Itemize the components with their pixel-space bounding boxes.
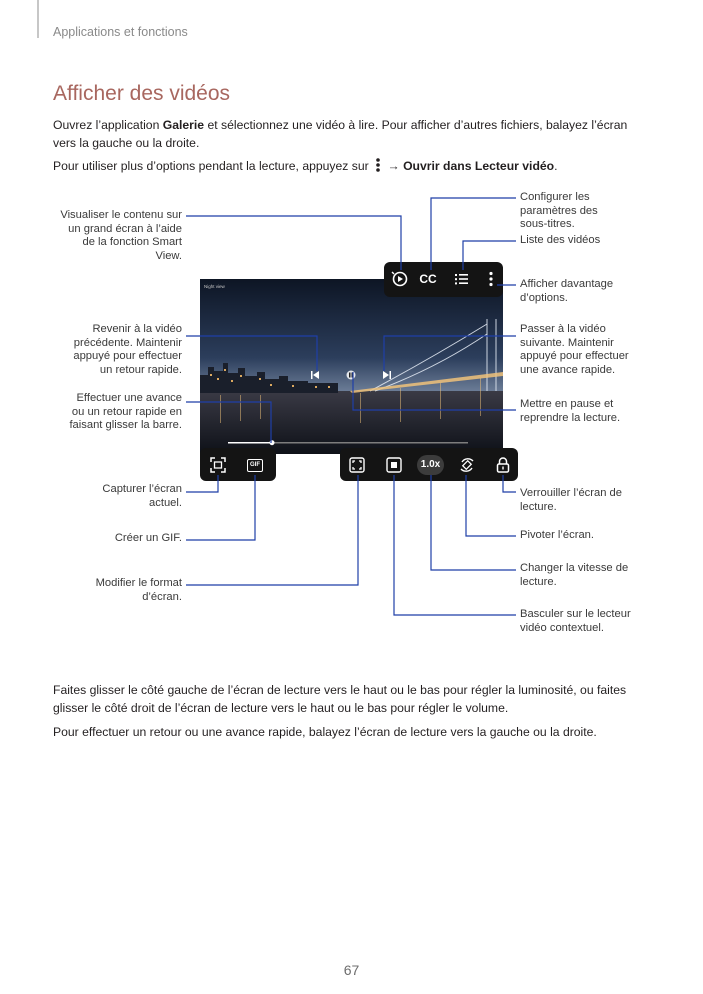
pause-button[interactable] [347, 371, 356, 380]
gif-label: GIF [247, 459, 263, 472]
page-title: Afficher des vidéos [53, 82, 231, 105]
open-in-video-player: Ouvrir dans Lecteur vidéo [403, 159, 555, 173]
margin-rule [37, 0, 39, 38]
city-night-image [200, 279, 503, 454]
more-options-icon[interactable] [480, 268, 502, 290]
section-header: Applications et fonctions [53, 25, 188, 39]
callout-speed: Changer la vitesse de lecture. [520, 562, 629, 588]
lock-icon[interactable] [492, 454, 514, 476]
video-player-screen[interactable] [200, 279, 503, 454]
popup-player-icon[interactable] [383, 454, 405, 476]
callout-smart-view: Visualiser le contenu sur un grand écran à l’aide de la fonction Smart View. [60, 209, 182, 262]
callout-popup: Basculer sur le lecteur vidéo contextuel. [520, 608, 631, 634]
callout-previous: Revenir à la vidéo précédente. Maintenir appuyé pour effectuer un retour rapide. [73, 323, 182, 376]
gallery-app-name: Galerie [162, 118, 205, 132]
callout-subtitles: Configurer les paramètres des sous-titres. [520, 191, 598, 230]
callout-lock: Verrouiller l’écran de lecture. [520, 487, 622, 513]
smart-view-icon[interactable] [389, 268, 411, 290]
callout-capture: Capturer l’écran actuel. [102, 483, 182, 509]
callout-more-options: Afficher davantage d’options. [520, 278, 614, 304]
intro-paragraph-1: Ouvrez l’application Galerie et sélectionnez une vidéo à lire. Pour afficher d’autres fichiers, balayez l’écran vers la gauche ou la droite. [53, 118, 628, 150]
seek-gesture-paragraph: Pour effectuer un retour ou une avance rapide, balayez l’écran de lecture vers la gauche ou la droite. [53, 725, 597, 739]
callout-rotate: Pivoter l’écran. [520, 529, 594, 541]
callout-next: Passer à la vidéo suivante. Maintenir appuyé pour effectuer une avance rapide. [520, 323, 629, 376]
more-options-icon [375, 158, 381, 172]
gesture-paragraph: Faites glisser le côté gauche de l’écran de lecture vers le haut ou le bas pour régler la luminosité, ou faites glisser le côté droit de l’écran de lecture vers le haut ou le bas pour régler le volume. [53, 683, 627, 715]
seek-bar-progress [228, 442, 272, 444]
callout-pause: Mettre en pause et reprendre la lecture. [520, 398, 621, 424]
callout-gif: Créer un GIF. [114, 532, 182, 544]
clip-title: Night view [204, 284, 225, 289]
aspect-ratio-icon[interactable] [346, 454, 368, 476]
screen-capture-icon[interactable] [207, 454, 229, 476]
seek-bar-handle[interactable] [270, 440, 275, 445]
gif-button[interactable] [244, 454, 266, 476]
intro-paragraph-2: Pour utiliser plus d’options pendant la lecture, appuyez sur → Ouvrir dans Lecteur vidéo. [53, 159, 558, 173]
callout-seek: Effectuer une avance ou un retour rapide en faisant glisser la barre. [69, 392, 182, 431]
callout-aspect: Modifier le format d’écran. [95, 577, 182, 603]
cc-subtitles-button[interactable]: CC [419, 272, 437, 286]
video-list-icon[interactable] [450, 268, 472, 290]
callout-video-list: Liste des vidéos [520, 234, 601, 246]
page-number: 67 [343, 962, 360, 978]
playback-speed-button[interactable]: 1.0x [417, 455, 444, 475]
rotate-screen-icon[interactable] [456, 454, 478, 476]
